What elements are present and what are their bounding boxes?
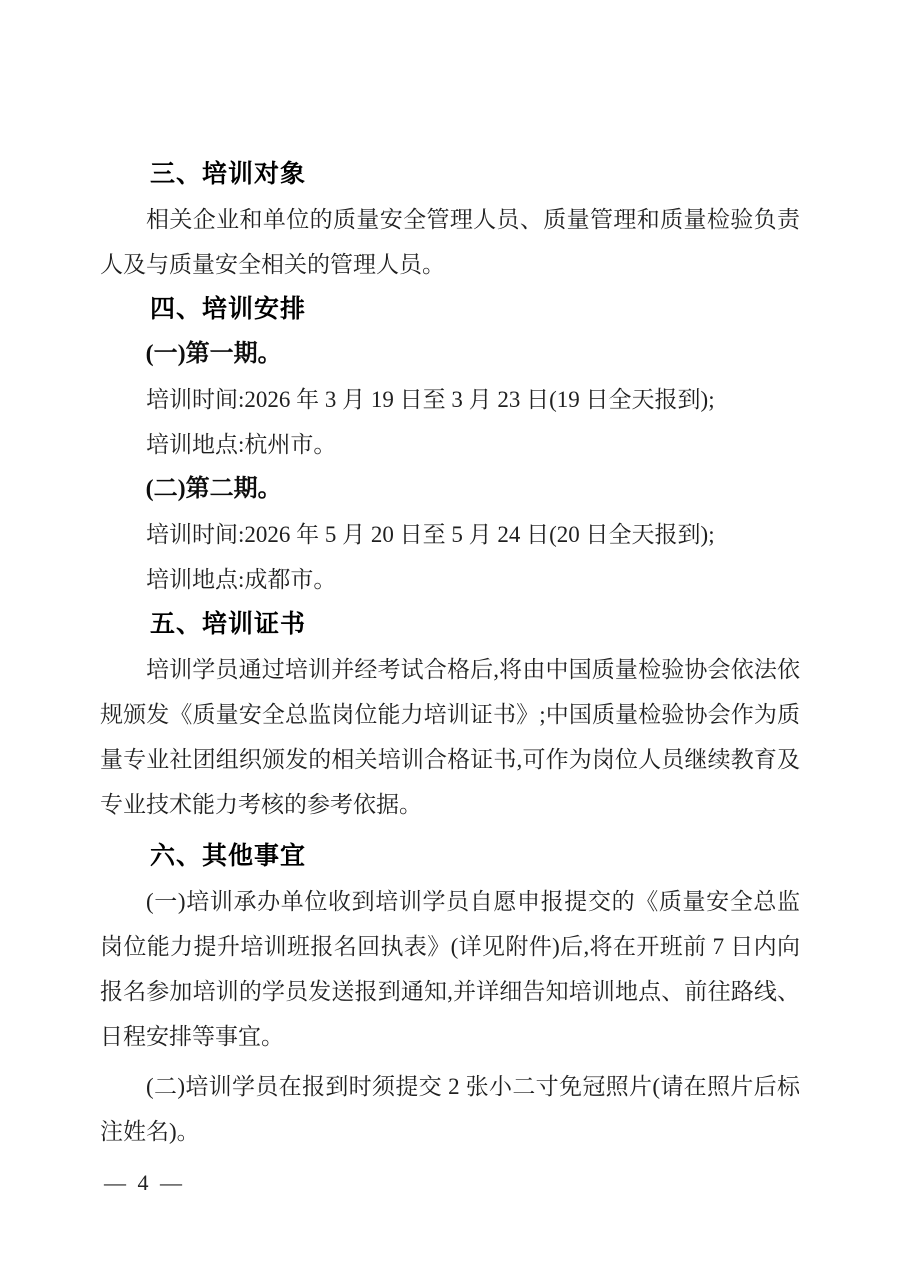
section-heading-certificate: 五、培训证书 — [150, 610, 307, 638]
paragraph-other-matters-1: (一)培训承办单位收到培训学员自愿申报提交的《质量安全总监岗位能力提升培训班报名回执表》(详见附件)后,将在开班前 7 日内向报名参加培训的学员发送报到通知,并详细告知培训地点、前往路线、日程安排等事宜。 — [100, 889, 800, 1049]
page-content — [100, 152, 800, 1154]
subheading-session-1: (一)第一期。 — [145, 341, 282, 367]
paragraph-session2-time: 培训时间:2026 年 5 月 20 日至 5 月 24 日(20 日全天报到); — [146, 522, 715, 547]
paragraph-session1-time: 培训时间:2026 年 3 月 19 日至 3 月 23 日(19 日全天报到); — [146, 387, 715, 412]
paragraph-training-targets: 相关企业和单位的质量安全管理人员、质量管理和质量检验负责人及与质量安全相关的管理人员。 — [100, 207, 800, 277]
paragraph-other-matters-2: (二)培训学员在报到时须提交 2 张小二寸免冠照片(请在照片后标注姓名)。 — [100, 1074, 800, 1144]
paragraph-session2-location: 培训地点:成都市。 — [146, 567, 337, 592]
section-heading-training-schedule: 四、培训安排 — [150, 295, 307, 323]
page-number: — 4 — — [104, 1170, 185, 1195]
section-heading-training-targets: 三、培训对象 — [150, 160, 307, 188]
paragraph-session1-location: 培训地点:杭州市。 — [146, 432, 337, 457]
subheading-session-2: (二)第二期。 — [145, 476, 282, 502]
paragraph-certificate: 培训学员通过培训并经考试合格后,将由中国质量检验协会依法依规颁发《质量安全总监岗位能力培训证书》;中国质量检验协会作为质量专业社团组织颁发的相关培训合格证书,可作为岗位人员继续教育及专业技术能力考核的参考依据。 — [100, 657, 800, 817]
section-heading-other-matters: 六、其他事宜 — [150, 842, 307, 870]
